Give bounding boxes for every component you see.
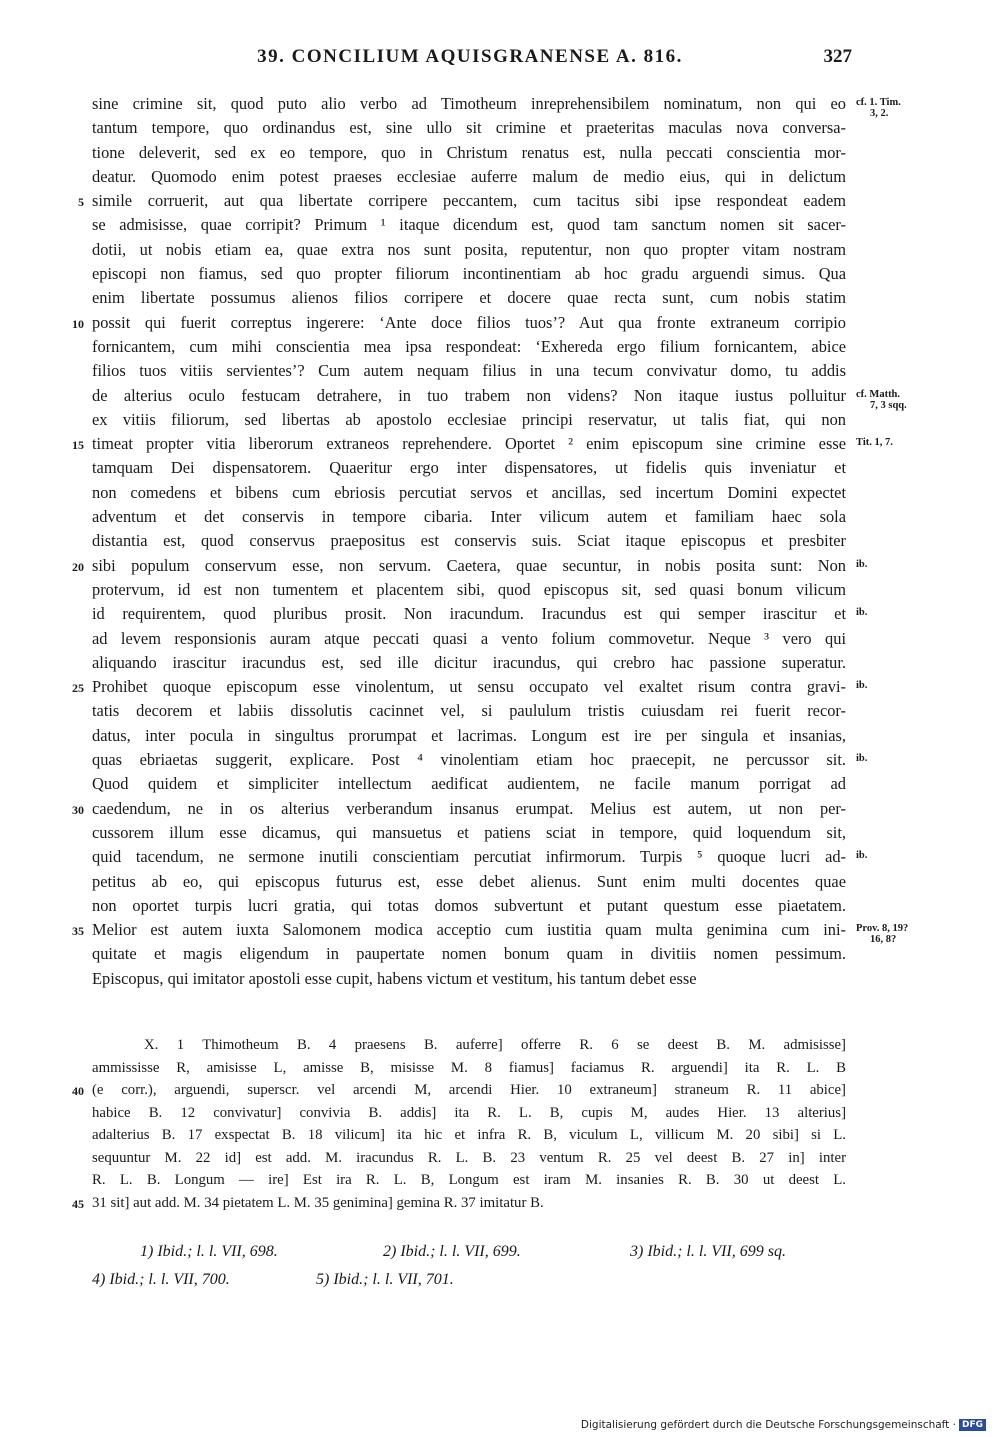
line-text: quid tacendum, ne sermone inutili conscientiam percutiat infirmorum. Turpis ⁵ quoque lucri ad- bbox=[92, 847, 846, 867]
line-text: petitus ab eo, qui episcopus futurus est, esse debet alienus. Sunt enim multi docentes quae bbox=[92, 871, 846, 891]
text-line bbox=[0, 286, 1000, 310]
text-line bbox=[0, 675, 1000, 699]
line-text: simile corruerit, aut qua libertate corripere peccantem, cum tacitus sibi ipse respondeat eadem bbox=[92, 191, 846, 211]
line-text: tatis decorem et labiis dissolutis cacinnet vel, si paululum tristis cuiusdam rei fuerit recor- bbox=[92, 701, 846, 721]
footnote-1: 1) Ibid.; l. l. VII, 698. bbox=[140, 1243, 278, 1260]
apparatus-text: sequuntur M. 22 id] est add. M. iracundus R. L. B. 23 ventum R. 25 vel deest B. 27 in] inter bbox=[92, 1149, 846, 1166]
line-text: tione deleverit, sed ex eo tempore, quo in Christum renatus est, nulla peccati conscientia mor- bbox=[92, 142, 846, 162]
header-title: 39. CONCILIUM AQUISGRANENSE A. 816. bbox=[257, 46, 683, 67]
line-number: 40 bbox=[72, 1084, 84, 1098]
footnote-2: 2) Ibid.; l. l. VII, 699. bbox=[383, 1243, 521, 1260]
line-text: cussorem illum esse dicamus, qui mansuetus et patiens sciat in tempore, quid loquendum sit, bbox=[92, 822, 846, 842]
apparatus-text: X. 1 Thimotheum B. 4 praesens B. auferre] offerre R. 6 se deest B. M. admisisse] bbox=[144, 1037, 846, 1053]
apparatus-line bbox=[0, 1124, 1000, 1147]
text-line bbox=[0, 942, 1000, 966]
text-line bbox=[0, 359, 1000, 383]
text-line bbox=[0, 384, 1000, 411]
apparatus-line bbox=[0, 1079, 1000, 1102]
text-line bbox=[0, 724, 1000, 748]
text-line bbox=[0, 918, 1000, 946]
line-number: 35 bbox=[72, 924, 84, 939]
text-line bbox=[0, 92, 1000, 119]
line-text: episcopi non fiamus, sed quo propter filiorum incontinentiam ab hoc gradu arguendi simus. Qua bbox=[92, 264, 846, 284]
footnote-5: 5) Ibid.; l. l. VII, 701. bbox=[316, 1271, 454, 1288]
text-line bbox=[0, 408, 1000, 432]
text-line bbox=[0, 189, 1000, 213]
footnote-row bbox=[0, 1266, 1000, 1294]
line-text: quitate et magis eligendum in paupertate nomen bonum quam in divitiis nomen pessimum. bbox=[92, 944, 846, 964]
margin-reference: Prov. 8, 19? bbox=[856, 923, 909, 935]
margin-reference: cf. 1. Tim. bbox=[856, 97, 901, 108]
footnote-4: 4) Ibid.; l. l. VII, 700. bbox=[92, 1271, 230, 1288]
apparatus-line bbox=[0, 1192, 1000, 1215]
text-line bbox=[0, 116, 1000, 140]
apparatus-text: R. L. B. Longum — ire] Est ira R. L. B, Longum est iram M. insanies R. B. 30 ut deest L. bbox=[92, 1172, 846, 1188]
line-text: dotii, ut nobis etiam ea, quae extra nos sunt posita, reputentur, non quo propter vitam nostram bbox=[92, 239, 846, 259]
line-text: protervum, id est non tumentem et placentem sibi, quod episcopus sit, sed quasi bonum vilicum bbox=[92, 579, 846, 599]
line-text: filios tuos vitiis servientes’? Cum autem nequam filius in una tecum convivatur domo, tu addis bbox=[92, 361, 846, 381]
margin-reference-continued: 7, 3 sqq. bbox=[870, 399, 907, 411]
margin-reference: cf. Matth. bbox=[856, 388, 901, 400]
text-line bbox=[0, 602, 1000, 626]
margin-reference: ib. bbox=[856, 558, 868, 570]
line-text: sibi populum conservum esse, non servum. Caetera, quae secuntur, in nobis posita sunt: Non bbox=[92, 555, 846, 575]
apparatus-text: ammississe R, amisisse L, amisse B, misisse M. 8 fiamus] faciamus R. arguendi] ita R. L. B bbox=[92, 1059, 846, 1076]
apparatus-line bbox=[0, 1034, 1000, 1057]
text-line bbox=[0, 481, 1000, 505]
line-text: deatur. Quomodo enim potest praeses ecclesiae auferre malum de medio eius, qui in delictum bbox=[92, 166, 846, 186]
line-text: adventum et det conservis in tempore cibaria. Inter vilicum autem et familiam haec sola bbox=[92, 507, 846, 527]
line-number: 25 bbox=[72, 681, 84, 696]
apparatus-text: (e corr.), arguendi, superscr. vel arcendi M, arcendi Hier. 10 extraneum] straneum R. 11 abice] bbox=[92, 1082, 846, 1098]
line-text: id requirentem, quod pluribus prosit. Non iracundum. Iracundus est qui semper irascitur et bbox=[92, 604, 846, 624]
text-line bbox=[0, 967, 1000, 991]
apparatus-text: 31 sit] aut add. M. 34 pietatem L. M. 35 genimina] gemina R. 37 imitatur B. bbox=[92, 1194, 544, 1211]
line-text: se admisisse, quae corripit? Primum ¹ itaque dicendum est, quod tam sanctum nomen sit sacer- bbox=[92, 215, 846, 235]
text-line bbox=[0, 554, 1000, 578]
text-line bbox=[0, 141, 1000, 165]
apparatus-text: habice B. 12 convivatur] convivia B. addis] ita R. L. B, cupis M, audes Hier. 13 alterius] bbox=[92, 1104, 846, 1121]
line-text: tamquam Dei dispensatorem. Quaeritur ergo inter dispensatores, ut fidelis quis inveniatur et bbox=[92, 458, 846, 478]
text-line bbox=[0, 894, 1000, 918]
text-line bbox=[0, 456, 1000, 480]
line-number: 10 bbox=[72, 316, 84, 331]
text-line bbox=[0, 578, 1000, 602]
text-line bbox=[0, 821, 1000, 845]
margin-reference-continued: 3, 2. bbox=[870, 108, 889, 119]
line-text: non oportet turpis lucri gratia, qui totas domos subvertunt et putant questum esse piaetatem. bbox=[92, 895, 846, 915]
line-text: ad levem responsionis auram atque peccati quasi a vento folium commovetur. Neque ³ vero qui bbox=[92, 628, 846, 648]
text-line bbox=[0, 165, 1000, 189]
margin-reference: Tit. 1, 7. bbox=[856, 437, 893, 449]
apparatus-line bbox=[0, 1147, 1000, 1170]
text-line bbox=[0, 213, 1000, 237]
line-text: de alterius oculo festucam detrahere, in tuo trabem non videns? Non itaque iustus polluitur bbox=[92, 385, 846, 405]
line-text: Quod quidem et simpliciter intellectum aedificat audientem, ne facile manum porrigat ad bbox=[92, 774, 846, 794]
text-line bbox=[0, 311, 1000, 335]
text-line bbox=[0, 772, 1000, 796]
text-line bbox=[0, 529, 1000, 553]
footnote-3: 3) Ibid.; l. l. VII, 699 sq. bbox=[630, 1243, 786, 1260]
margin-reference: ib. bbox=[856, 753, 868, 765]
line-text: ex vitiis filiorum, sed libertas ab apostolo ecclesiae principi reservatur, ut talis fiat, qui non bbox=[92, 409, 846, 429]
text-line bbox=[0, 651, 1000, 675]
text-line bbox=[0, 870, 1000, 894]
apparatus-text: adalterius B. 17 exspectat B. 18 vilicum] ita hic et infra R. B, viculum L, villicum M. 20 sibi] si L. bbox=[92, 1127, 846, 1143]
text-line bbox=[0, 432, 1000, 456]
text-line bbox=[0, 335, 1000, 359]
line-text: fornicantem, cum mihi conscientia mea ipsa respondeat: ‘Exhereda ergo filium fornicantem, abice bbox=[92, 336, 846, 356]
footnotes bbox=[0, 1238, 1000, 1294]
running-header bbox=[90, 46, 850, 74]
apparatus-line bbox=[0, 1102, 1000, 1125]
funding-footer bbox=[581, 1419, 986, 1435]
line-text: timeat propter vitia liberorum extraneos reprehendere. Oportet ² enim episcopum sine crimine esse bbox=[92, 434, 846, 454]
text-line bbox=[0, 505, 1000, 529]
line-text: Prohibet quoque episcopum esse vinolentum, ut sensu occupato vel exaltet risum contra gravi- bbox=[92, 677, 846, 697]
footnote-row bbox=[0, 1238, 1000, 1266]
main-text bbox=[0, 92, 1000, 991]
margin-reference-continued: 16, 8? bbox=[870, 934, 897, 946]
line-number: 5 bbox=[78, 195, 84, 210]
line-number: 30 bbox=[72, 802, 84, 817]
text-line bbox=[0, 238, 1000, 262]
text-line bbox=[0, 845, 1000, 869]
text-line bbox=[0, 748, 1000, 772]
apparatus-line bbox=[0, 1057, 1000, 1080]
line-text: caedendum, ne in os alterius verberandum insanus erumpat. Melius est autem, ut non per- bbox=[92, 798, 846, 818]
line-text: aliquando irascitur iracundus est, sed ille dicitur iracundus, qui crebro hac passione superatur. bbox=[92, 652, 846, 672]
dfg-logo: DFG bbox=[959, 1419, 986, 1431]
margin-reference: ib. bbox=[856, 850, 868, 862]
text-line bbox=[0, 262, 1000, 286]
line-text: possit qui fuerit correptus ingerere: ‘Ante doce filios tuos’? Aut qua fronte extraneum corripio bbox=[92, 312, 846, 332]
page-number: 327 bbox=[823, 46, 852, 67]
margin-reference: ib. bbox=[856, 680, 868, 692]
critical-apparatus bbox=[0, 1034, 1000, 1214]
line-text: distantia est, quod conservus praepositus est conservis suis. Sciat itaque episcopus et presbiter bbox=[92, 531, 846, 551]
apparatus-line bbox=[0, 1169, 1000, 1192]
line-number: 15 bbox=[72, 438, 84, 453]
line-text: enim libertate possumus alienos filios corripere et docere quae recta sunt, cum nobis statim bbox=[92, 288, 846, 308]
line-number: 45 bbox=[72, 1196, 84, 1211]
text-line bbox=[0, 797, 1000, 821]
line-text: sine crimine sit, quod puto alio verbo ad Timotheum inreprehensibilem nominatum, non qui eo bbox=[92, 94, 846, 113]
footer-text: Digitalisierung gefördert durch die Deutsche Forschungsgemeinschaft · bbox=[580, 1419, 956, 1431]
line-text: Episcopus, qui imitator apostoli esse cupit, habens victum et vestitum, his tantum debet esse bbox=[92, 968, 697, 988]
text-line bbox=[0, 699, 1000, 723]
line-text: datus, inter pocula in singultus prorumpat et lacrimas. Longum est ire per singula et insanias, bbox=[92, 725, 846, 745]
line-text: tantum tempore, quo ordinandus est, sine ullo sit crimine et praeteritas maculas nova conversa- bbox=[92, 118, 846, 138]
line-text: Melior est autem iuxta Salomonem modica acceptio cum iustitia quam multa genimina cum ini- bbox=[92, 920, 846, 940]
line-text: non comedens et bibens cum ebriosis percutiat servos et ancillas, sed incertum Domini expectet bbox=[92, 482, 846, 502]
line-text: quas ebriaetas suggerit, explicare. Post ⁴ vinolentiam etiam hoc praecepit, ne percussor sit. bbox=[92, 750, 846, 770]
margin-reference: ib. bbox=[856, 607, 868, 619]
text-line bbox=[0, 627, 1000, 651]
line-number: 20 bbox=[72, 559, 84, 574]
